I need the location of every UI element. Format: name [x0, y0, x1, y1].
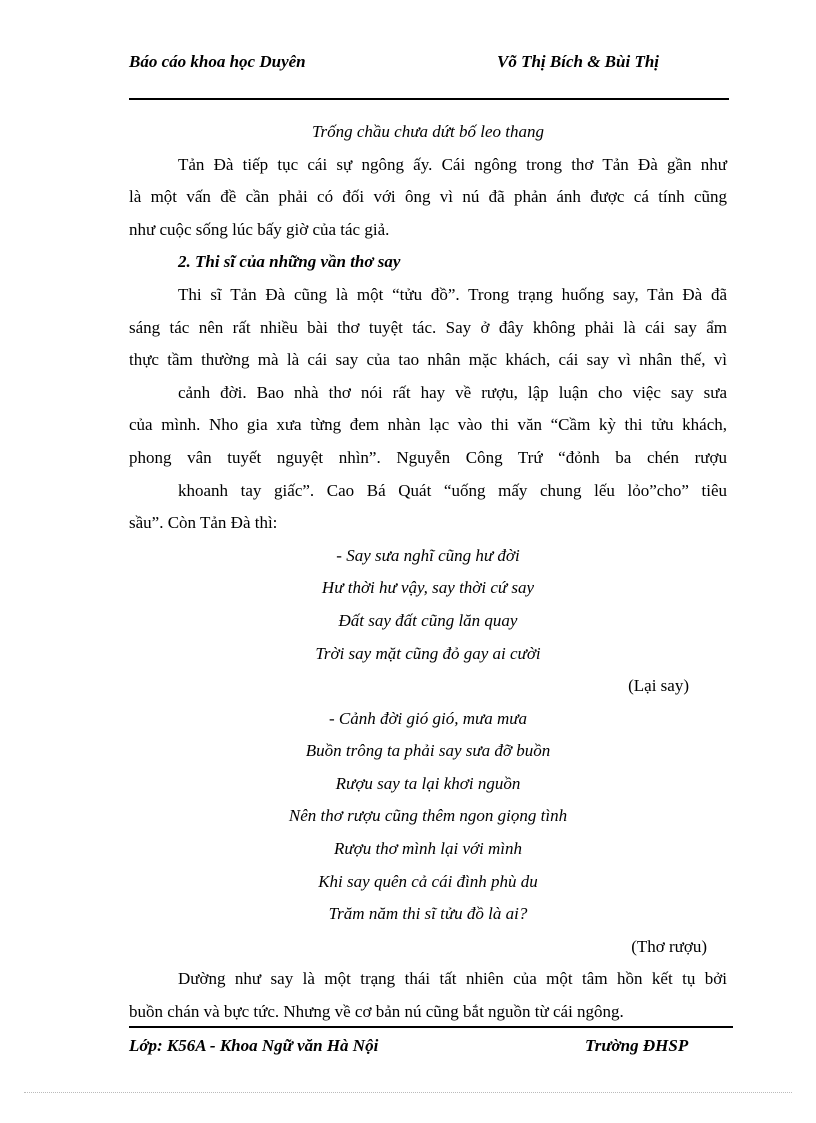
poem-line: - Say sưa nghĩ cũng hư đời [336, 545, 520, 565]
poem-line: Buồn trông ta phải say sưa đỡ buồn [305, 741, 551, 761]
poem-line: Rượu say ta lại khơi nguồn [335, 773, 521, 793]
poem-line: Trăm năm thi sĩ tửu đồ là ai? [328, 904, 528, 924]
verse-line: Trống chầu chưa dứt bố leo thang [312, 122, 544, 141]
poem-line: Trời say mặt cũng đỏ gay ai cười [315, 643, 541, 663]
paragraph-line: như cuộc sống lúc bấy giờ của tác giả. [129, 219, 390, 239]
paragraph-line: Tản Đà tiếp tục cái sự ngông ấy. Cái ngông trong thơ Tản Đà gần như [178, 154, 727, 174]
paragraph-line: phong vân tuyết nguyệt nhìn”. Nguyễn Công Trứ “đỏnh ba chén rượu [129, 447, 727, 467]
poem-line: Rượu thơ mình lại với mình [333, 839, 523, 859]
paragraph-line: Dường như say là một trạng thái tất nhiên của một tâm hồn kết tụ bởi [178, 969, 727, 989]
paragraph-line: sầu”. Còn Tản Đà thì: [129, 513, 278, 533]
poem-line: Khi say quên cả cái đình phù du [318, 871, 538, 891]
paragraph-line: là một vấn đề cần phải có đối với ông vì nú đã phản ánh được cá tính cũng [129, 187, 727, 207]
header-right: Võ Thị Bích & Bùi Thị [497, 52, 660, 71]
poem-line: Nên thơ rượu cũng thêm ngon giọng tình [288, 806, 568, 826]
paragraph-line: của mình. Nho gia xưa từng đem nhàn lạc vào thi văn “Cầm kỳ thi tửu khách, [129, 415, 727, 435]
poem-source: (Thơ rượu) [631, 936, 707, 956]
section-title: 2. Thi sĩ của những vần thơ say [178, 252, 401, 272]
page-footer [129, 1026, 733, 1078]
paragraph-line: sáng tác nên rất nhiều bài thơ tuyệt tác. Say ở đây không phải là cái say ẩm [129, 317, 727, 337]
paragraph-line: khoanh tay giấc”. Cao Bá Quát “uống mấy chung lếu lỏo”cho” tiêu [178, 480, 727, 500]
footer-left: Lớp: K56A - Khoa Ngữ văn Hà Nội [129, 1036, 379, 1055]
page-body [129, 116, 727, 1029]
paragraph-line: cảnh đời. Bao nhà thơ nói rất hay về rượu, lập luận cho việc say sưa [178, 382, 727, 402]
poem-line: Đất say đất cũng lăn quay [338, 610, 518, 630]
paragraph-line: buồn chán và bực tức. Nhưng về cơ bản nú cũng bắt nguồn từ cái ngông. [129, 1002, 624, 1022]
poem-line: - Cảnh đời gió gió, mưa mưa [328, 708, 528, 728]
footer-right: Trường ĐHSP [585, 1036, 689, 1055]
poem-source: (Lại say) [628, 676, 689, 696]
page-header [129, 50, 729, 100]
page-edge-divider [24, 1092, 792, 1093]
header-left: Báo cáo khoa học Duyên [129, 52, 306, 71]
paragraph-line: Thi sĩ Tản Đà cũng là một “tửu đồ”. Trong trạng huống say, Tản Đà đã [178, 284, 727, 304]
poem-line: Hư thời hư vậy, say thời cứ say [321, 578, 535, 598]
paragraph-line: thực tầm thường mà là cái say của tao nhân mặc khách, cái say vì nhân thế, vì [129, 350, 727, 370]
